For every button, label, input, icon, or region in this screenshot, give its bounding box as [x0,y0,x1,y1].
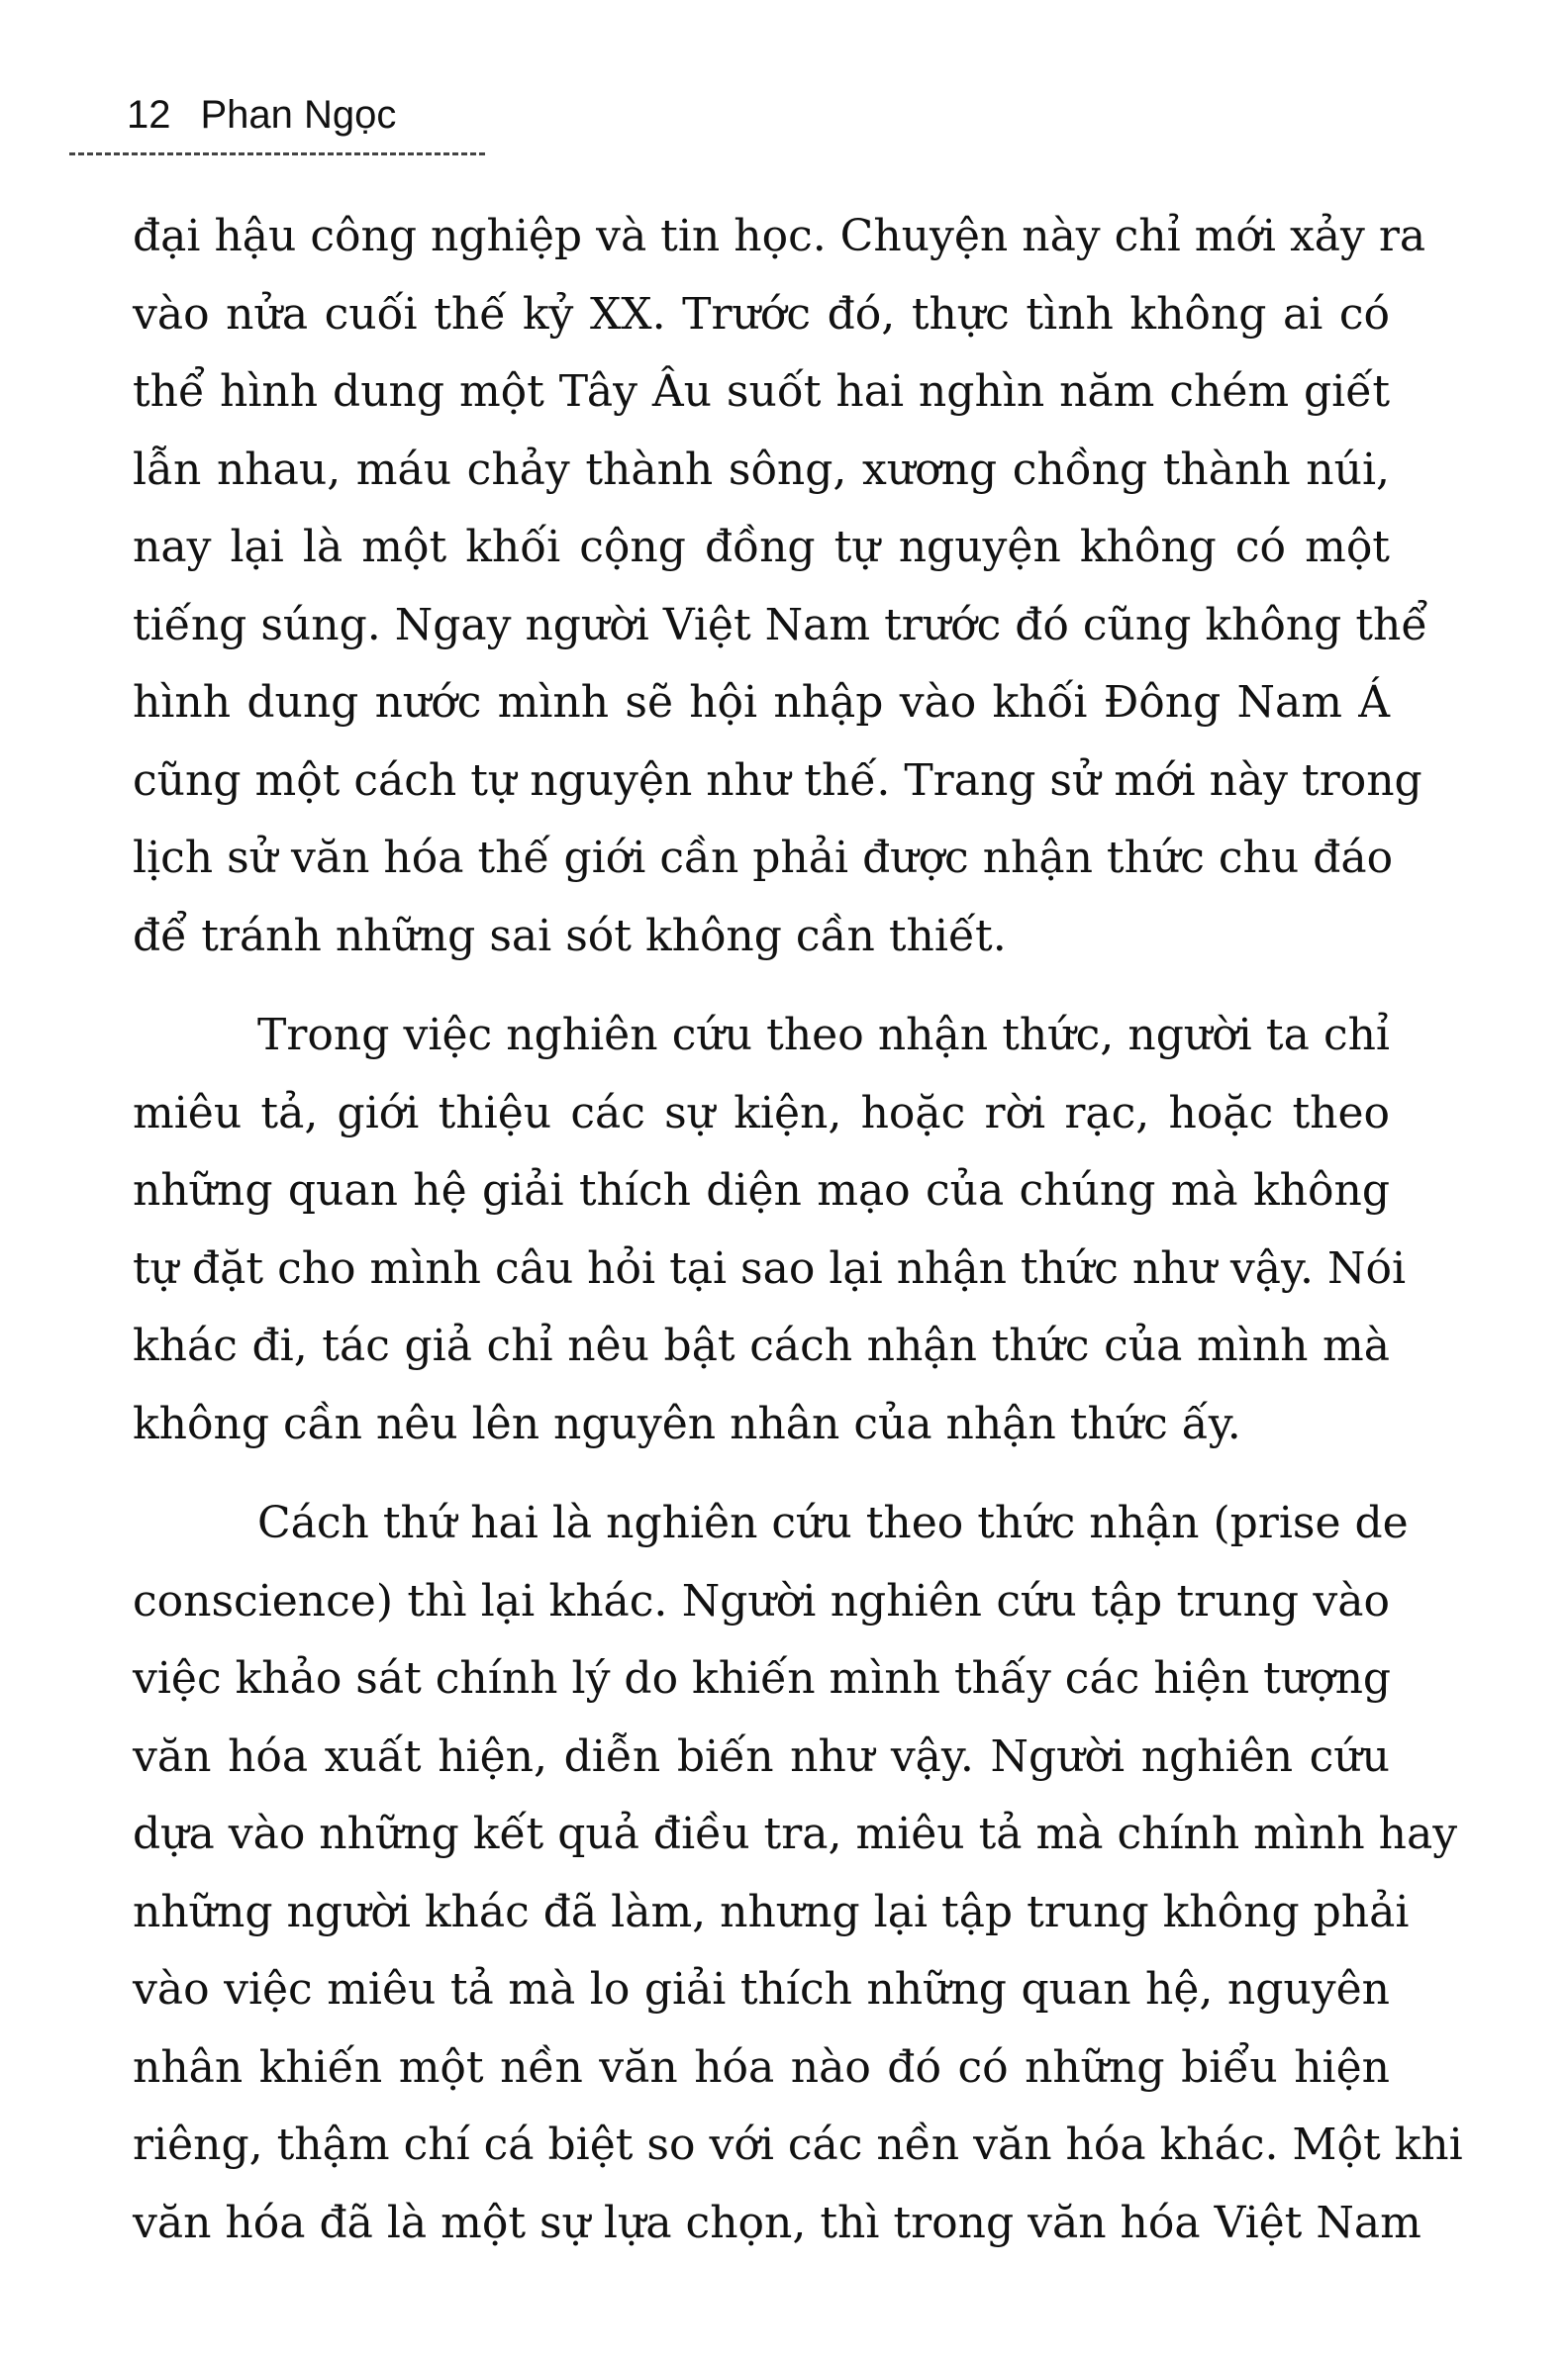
text-line: việc khảo sát chính lý do khiến mình thấy các hiện tượng [133,1653,1392,1704]
running-header-author: Phan Ngọc [200,93,397,137]
text-line: lẫn nhau, máu chảy thành sông, xương chồng thành núi, [133,444,1390,495]
paragraph-gap [133,1463,1390,1485]
text-line: dựa vào những kết quả điều tra, miêu tả mà chính mình hay [133,1809,1458,1859]
text-line: nay lại là một khối cộng đồng tự nguyện không có một [133,522,1390,572]
text-line: khác đi, tác giả chỉ nêu bật cách nhận thức của mình mà [133,1321,1390,1371]
text-line: không cần nêu lên nguyên nhân của nhận thức ấy. [133,1398,1241,1449]
text-line: những quan hệ giải thích diện mạo của chúng mà không [133,1165,1390,1216]
text-line: thể hình dung một Tây Âu suốt hai nghìn năm chém giết [133,366,1390,417]
text-line: tiếng súng. Ngay người Việt Nam trước đó cũng không thể [133,599,1428,650]
text-line: để tránh những sai sót không cần thiết. [133,910,1007,961]
text-line: vào việc miêu tả mà lo giải thích những quan hệ, nguyên [133,1964,1390,2015]
text-line: miêu tả, giới thiệu các sự kiện, hoặc rời rạc, hoặc theo [133,1087,1390,1138]
text-line: cũng một cách tự nguyện như thế. Trang sử mới này trong [133,754,1422,806]
text-line: đại hậu công nghiệp và tin học. Chuyện này chỉ mới xảy ra [133,211,1426,261]
text-line: vào nửa cuối thế kỷ XX. Trước đó, thực tình không ai có [133,288,1390,340]
running-header [127,91,396,139]
text-line: tự đặt cho mình câu hỏi tại sao lại nhận thức như vậy. Nói [133,1242,1407,1294]
page-number: 12 [127,93,171,137]
body-text [133,198,1463,2262]
text-line: Trong việc nghiên cứu theo nhận thức, người ta chỉ [257,1010,1390,1060]
text-line: conscience) thì lại khác. Người nghiên cứu tập trung vào [133,1575,1390,1627]
text-line: văn hóa đã là một sự lựa chọn, thì trong văn hóa Việt Nam [133,2197,1421,2248]
header-divider [69,152,485,155]
paragraph-nhan-thuc [133,997,1407,1463]
paragraph-gap [133,975,1390,997]
text-line: nhân khiến một nền văn hóa nào đó có những biểu hiện [133,2041,1390,2093]
paragraph-continuation [133,198,1428,975]
paragraph-thuc-nhan [133,1485,1463,2262]
text-line: những người khác đã làm, nhưng lại tập trung không phải [133,1886,1410,1937]
text-line: hình dung nước mình sẽ hội nhập vào khối Đông Nam Á [133,677,1390,728]
text-line: Cách thứ hai là nghiên cứu theo thức nhận (prise de [257,1498,1409,1548]
text-line: văn hóa xuất hiện, diễn biến như vậy. Người nghiên cứu [133,1730,1390,1782]
text-line: riêng, thậm chí cá biệt so với các nền văn hóa khác. Một khi [133,2120,1463,2170]
text-line: lịch sử văn hóa thế giới cần phải được nhận thức chu đáo [133,833,1394,883]
